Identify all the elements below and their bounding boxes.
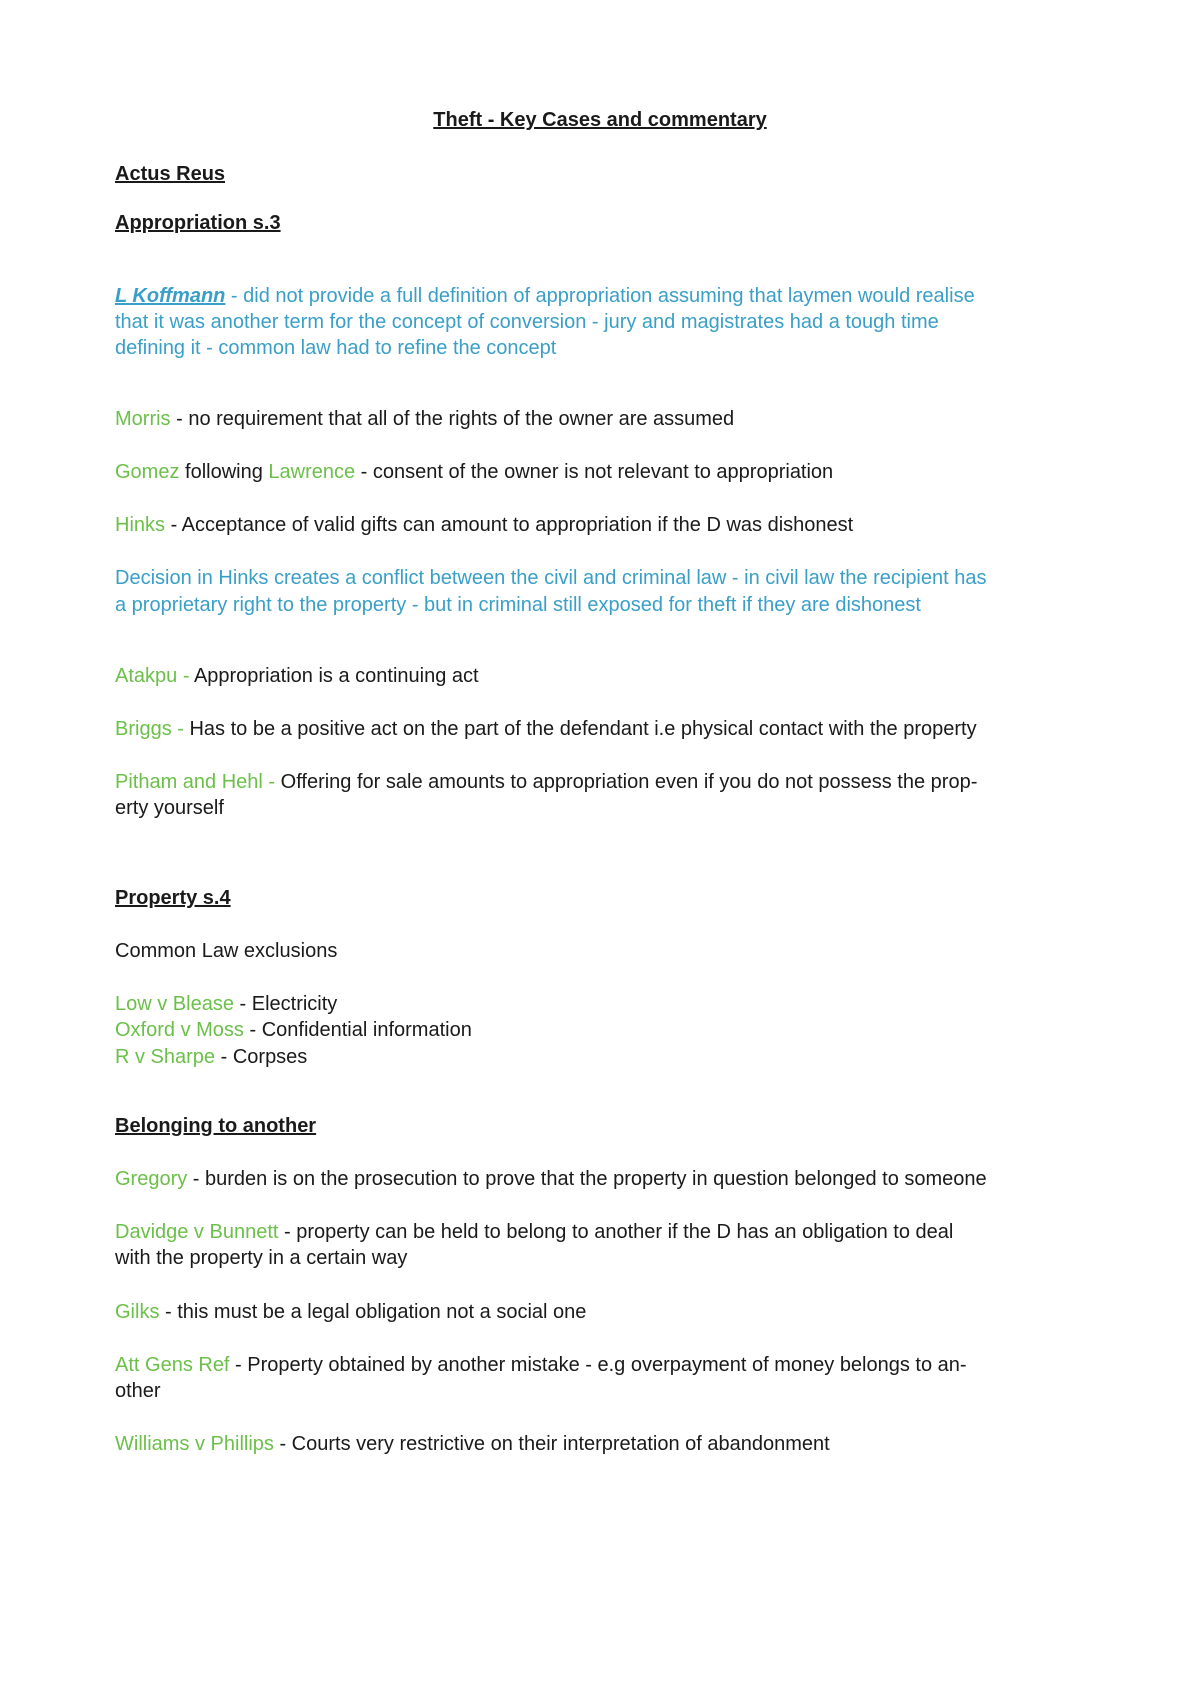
case-text: - property can be held to belong to another if the D has an obligation to deal bbox=[278, 1221, 954, 1243]
case-text: - Confidential information bbox=[243, 1019, 472, 1041]
case-entry-oxford-v-moss bbox=[115, 1017, 1105, 1043]
case-text: - Courts very restrictive on their interpretation of abandonment bbox=[273, 1433, 830, 1455]
case-entry-davidge-continued: with the property in a certain way bbox=[115, 1247, 408, 1269]
case-text: - Electricity bbox=[233, 993, 338, 1015]
koffmann-author: L Koffmann bbox=[115, 285, 226, 307]
case-entry-gomez bbox=[115, 459, 1105, 485]
section-heading-property: Property s.4 bbox=[115, 887, 231, 909]
case-entry-r-v-sharpe bbox=[115, 1044, 1105, 1070]
case-text: - Corpses bbox=[215, 1046, 308, 1068]
hinks-commentary-line-2: a proprietary right to the property - but in criminal still exposed for theft if they are dishonest bbox=[115, 594, 921, 616]
case-entry-gilks bbox=[115, 1299, 1105, 1325]
section-heading-belonging: Belonging to another bbox=[115, 1115, 317, 1137]
case-text: - this must be a legal obligation not a social one bbox=[159, 1301, 587, 1323]
case-entry-pitham-continued: erty yourself bbox=[115, 797, 224, 819]
case-name: Davidge v Bunnett bbox=[115, 1221, 279, 1243]
case-name: Oxford v Moss bbox=[115, 1019, 244, 1041]
case-entry-att-gens-ref bbox=[115, 1352, 1105, 1378]
case-text: Has to be a positive act on the part of the defendant i.e physical contact with the property bbox=[189, 718, 977, 740]
case-entry-williams-v-phillips bbox=[115, 1431, 1105, 1457]
section-heading-actus-reus: Actus Reus bbox=[115, 163, 226, 185]
case-entry-pitham bbox=[115, 769, 1105, 795]
koffmann-text: - did not provide a full definition of appropriation assuming that laymen would realise bbox=[225, 285, 975, 307]
case-entry-gregory bbox=[115, 1166, 1105, 1192]
case-entry-hinks bbox=[115, 512, 1105, 538]
case-name: Gilks bbox=[115, 1301, 160, 1323]
case-entry-atakpu bbox=[115, 663, 1105, 689]
case-entry-briggs bbox=[115, 716, 1105, 742]
case-entry-att-gens-ref-continued: other bbox=[115, 1380, 161, 1402]
case-text: Appropriation is a continuing act bbox=[193, 665, 479, 687]
case-name: Low v Blease bbox=[115, 993, 234, 1015]
case-connector: following bbox=[179, 461, 269, 483]
koffmann-commentary-line-1 bbox=[115, 283, 1105, 309]
case-name: Morris bbox=[115, 408, 171, 430]
case-name: Atakpu - bbox=[115, 665, 194, 687]
case-name: R v Sharpe bbox=[115, 1046, 216, 1068]
section-heading-appropriation: Appropriation s.3 bbox=[115, 212, 281, 234]
case-text: - Property obtained by another mistake - e.g overpayment of money belongs to an- bbox=[229, 1354, 967, 1376]
case-text: - burden is on the prosecution to prove that the property in question belonged to someone bbox=[187, 1168, 987, 1190]
koffmann-commentary-line-2: that it was another term for the concept of conversion - jury and magistrates had a tough time bbox=[115, 311, 939, 333]
case-entry-low-v-blease bbox=[115, 991, 1105, 1017]
case-name: Hinks bbox=[115, 514, 166, 536]
case-text: Offering for sale amounts to appropriation even if you do not possess the prop- bbox=[280, 771, 978, 793]
document-title: Theft - Key Cases and commentary bbox=[433, 109, 767, 131]
case-name: Lawrence bbox=[268, 461, 356, 483]
case-name: Williams v Phillips bbox=[115, 1433, 274, 1455]
koffmann-commentary-line-3: defining it - common law had to refine the concept bbox=[115, 337, 557, 359]
case-entry-morris bbox=[115, 406, 1105, 432]
case-entry-davidge bbox=[115, 1219, 1105, 1245]
case-name: Gomez bbox=[115, 461, 180, 483]
case-name: Briggs - bbox=[115, 718, 190, 740]
case-name: Pitham and Hehl - bbox=[115, 771, 281, 793]
case-text: - consent of the owner is not relevant to appropriation bbox=[355, 461, 834, 483]
case-name: Gregory bbox=[115, 1168, 188, 1190]
hinks-commentary-line-1: Decision in Hinks creates a conflict between the civil and criminal law - in civil law the recipient has bbox=[115, 567, 987, 589]
subheading-common-law-exclusions: Common Law exclusions bbox=[115, 940, 338, 962]
case-text: - Acceptance of valid gifts can amount to appropriation if the D was dishonest bbox=[165, 514, 854, 536]
case-text: - no requirement that all of the rights of the owner are assumed bbox=[170, 408, 735, 430]
case-name: Att Gens Ref bbox=[115, 1354, 230, 1376]
